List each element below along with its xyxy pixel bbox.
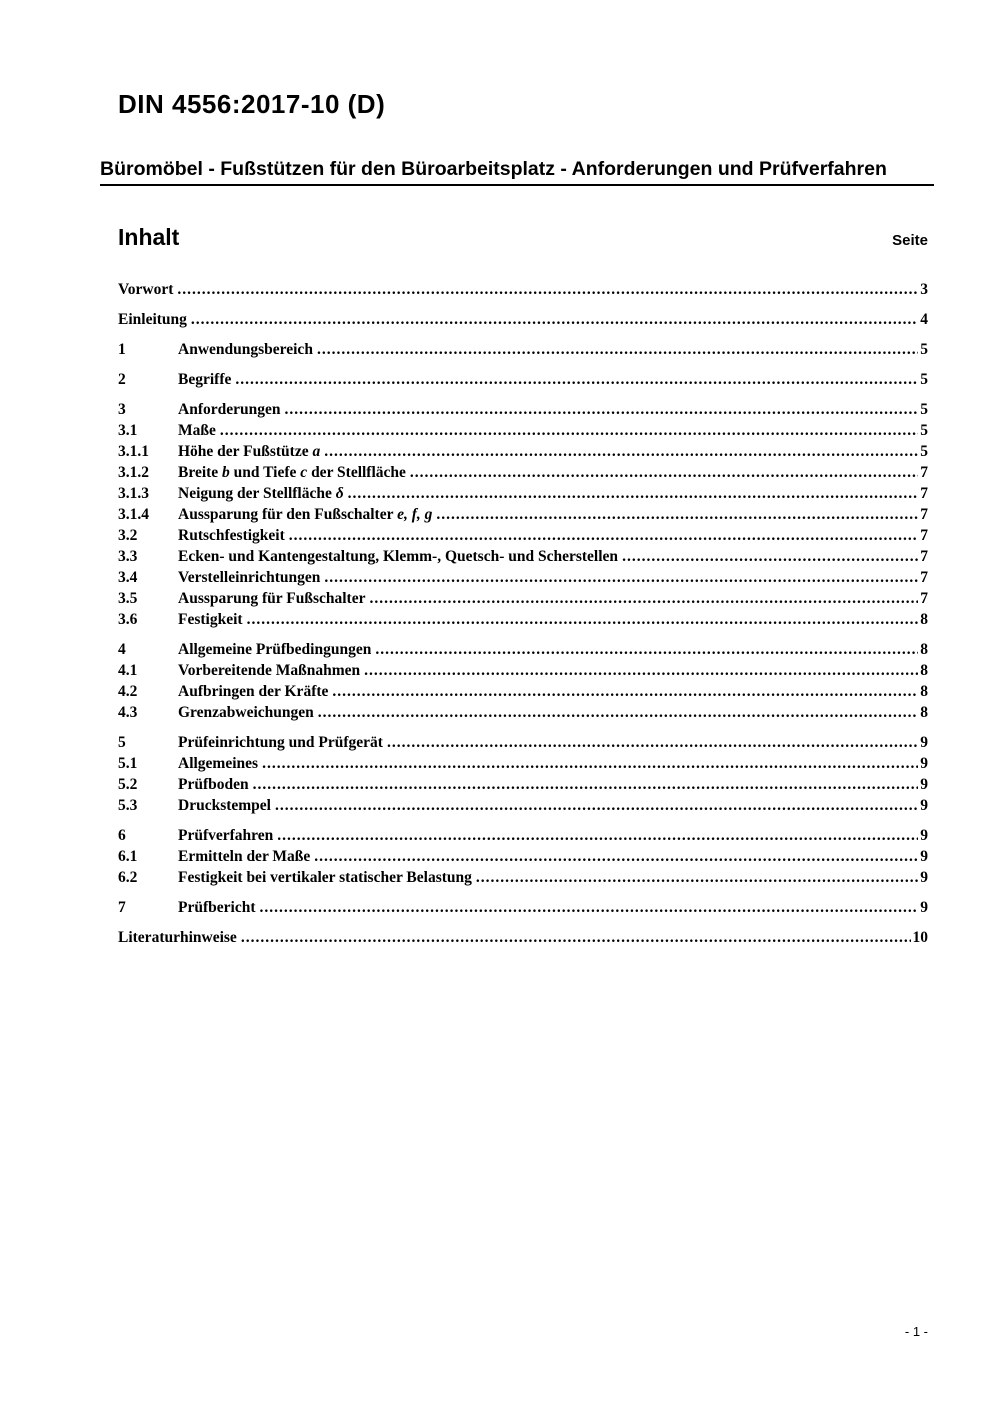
toc-entry-title: Festigkeit bei vertikaler statischer Belastung bbox=[178, 869, 472, 886]
toc-heading: Inhalt bbox=[118, 224, 180, 250]
toc-entry-title: Allgemeines bbox=[178, 755, 259, 772]
toc-page-column-label: Seite bbox=[892, 232, 928, 249]
toc-entry-title: Prüfbericht bbox=[178, 899, 256, 916]
toc-entry-title: Begriffe bbox=[178, 371, 232, 388]
toc-entry-title: Prüfboden bbox=[178, 776, 249, 793]
toc-leader-dots bbox=[177, 279, 918, 300]
toc-entry-title: Einleitung bbox=[118, 311, 187, 328]
toc-entry-number: 3.1.3 bbox=[118, 485, 149, 502]
page-number-footer: - 1 - bbox=[904, 1324, 928, 1339]
toc-entry-page: 8 bbox=[920, 662, 928, 679]
toc-entry-page: 8 bbox=[920, 704, 928, 721]
toc-entry-5.2 bbox=[118, 774, 928, 795]
toc-entry bbox=[118, 279, 928, 300]
toc-entry-number: 5.3 bbox=[118, 797, 138, 814]
toc-entry-title: Festigkeit bbox=[178, 611, 243, 628]
toc-entry-page: 8 bbox=[920, 611, 928, 628]
toc-entry-number: 3.4 bbox=[118, 569, 138, 586]
toc-entry-number: 5.1 bbox=[118, 755, 138, 772]
toc-entry-number: 6.2 bbox=[118, 869, 138, 886]
toc-entry-title: Prüfverfahren bbox=[178, 827, 274, 844]
toc-entry-number: 3.1.1 bbox=[118, 443, 149, 460]
toc-entry-3 bbox=[118, 399, 928, 420]
toc-entry-page: 5 bbox=[920, 341, 928, 358]
toc-entry-title: Maße bbox=[178, 422, 216, 439]
toc-entry-page: 9 bbox=[920, 869, 928, 886]
toc-leader-dots bbox=[317, 339, 918, 360]
toc-entry-number: 6.1 bbox=[118, 848, 138, 865]
toc-leader-dots bbox=[259, 897, 918, 918]
toc-entry-title: Druckstempel bbox=[178, 797, 271, 814]
toc-entry-page: 9 bbox=[920, 776, 928, 793]
toc-leader-dots bbox=[235, 369, 918, 390]
toc-leader-dots bbox=[289, 525, 918, 546]
toc-entry-number: 3 bbox=[118, 401, 126, 418]
toc-entry-number: 4.2 bbox=[118, 683, 138, 700]
toc-entry-number: 5.2 bbox=[118, 776, 138, 793]
toc-entry-title: Aussparung für den Fußschalter e, f, g bbox=[178, 506, 433, 523]
toc-leader-dots bbox=[332, 681, 918, 702]
toc-entry-6.1 bbox=[118, 846, 928, 867]
table-of-contents bbox=[118, 279, 928, 948]
toc-entry-page: 8 bbox=[920, 641, 928, 658]
toc-leader-dots bbox=[277, 825, 918, 846]
toc-entry-5.3 bbox=[118, 795, 928, 816]
document-code: DIN 4556:2017-10 (D) bbox=[118, 89, 386, 119]
toc-entry-4.3 bbox=[118, 702, 928, 723]
toc-entry-page: 9 bbox=[920, 899, 928, 916]
toc-leader-dots bbox=[364, 660, 918, 681]
toc-entry-4.2 bbox=[118, 681, 928, 702]
toc-leader-dots bbox=[284, 399, 918, 420]
toc-entry bbox=[118, 927, 928, 948]
toc-entry-page: 9 bbox=[920, 797, 928, 814]
toc-entry-number: 4.1 bbox=[118, 662, 138, 679]
toc-entry-title: Anforderungen bbox=[178, 401, 281, 418]
toc-entry-page: 7 bbox=[920, 485, 928, 502]
toc-leader-dots bbox=[476, 867, 918, 888]
toc-leader-dots bbox=[410, 462, 918, 483]
toc-entry-number: 2 bbox=[118, 371, 126, 388]
toc-entry-title: Grenzabweichungen bbox=[178, 704, 314, 721]
toc-entry-page: 9 bbox=[920, 827, 928, 844]
toc-entry-page: 3 bbox=[920, 281, 928, 298]
toc-leader-dots bbox=[622, 546, 918, 567]
toc-entry-title: Prüfeinrichtung und Prüfgerät bbox=[178, 734, 383, 751]
toc-leader-dots bbox=[191, 309, 918, 330]
toc-entry-number: 7 bbox=[118, 899, 126, 916]
toc-entry-3.6 bbox=[118, 609, 928, 630]
toc-entry-3.3 bbox=[118, 546, 928, 567]
toc-entry-title: Aussparung für Fußschalter bbox=[178, 590, 366, 607]
toc-entry-title: Ecken- und Kantengestaltung, Klemm-, Quetsch- und Scherstellen bbox=[178, 548, 619, 565]
toc-entry-3.1.3 bbox=[118, 483, 928, 504]
toc-leader-dots bbox=[314, 846, 918, 867]
toc-entry-title: Rutschfestigkeit bbox=[178, 527, 285, 544]
toc-entry-4 bbox=[118, 639, 928, 660]
toc-entry-page: 9 bbox=[920, 734, 928, 751]
toc-entry-number: 3.5 bbox=[118, 590, 138, 607]
toc-entry-number: 5 bbox=[118, 734, 126, 751]
toc-entry-page: 7 bbox=[920, 590, 928, 607]
toc-entry-page: 7 bbox=[920, 548, 928, 565]
toc-leader-dots bbox=[275, 795, 918, 816]
toc-entry-title: Neigung der Stellfläche δ bbox=[178, 485, 344, 502]
toc-entry-title: Vorwort bbox=[118, 281, 174, 298]
toc-entry-6 bbox=[118, 825, 928, 846]
toc-leader-dots bbox=[324, 441, 918, 462]
toc-entry-title: Allgemeine Prüfbedingungen bbox=[178, 641, 372, 658]
toc-entry-number: 3.1 bbox=[118, 422, 138, 439]
toc-entry-page: 7 bbox=[920, 506, 928, 523]
toc-entry-page: 5 bbox=[920, 422, 928, 439]
toc-entry-2 bbox=[118, 369, 928, 390]
toc-entry-title: Vorbereitende Maßnahmen bbox=[178, 662, 361, 679]
toc-leader-dots bbox=[247, 609, 919, 630]
toc-entry-3.1.2 bbox=[118, 462, 928, 483]
toc-leader-dots bbox=[348, 483, 919, 504]
toc-entry-title: Literaturhinweise bbox=[118, 929, 237, 946]
toc-entry-title: Höhe der Fußstütze a bbox=[178, 443, 321, 460]
toc-entry-number: 3.6 bbox=[118, 611, 138, 628]
toc-entry bbox=[118, 309, 928, 330]
toc-entry-3.1.1 bbox=[118, 441, 928, 462]
toc-entry-4.1 bbox=[118, 660, 928, 681]
toc-entry-title: Ermitteln der Maße bbox=[178, 848, 311, 865]
toc-entry-page: 7 bbox=[920, 569, 928, 586]
toc-leader-dots bbox=[253, 774, 919, 795]
toc-entry-number: 3.3 bbox=[118, 548, 138, 565]
toc-entry-7 bbox=[118, 897, 928, 918]
toc-entry-number: 3.1.4 bbox=[118, 506, 149, 523]
toc-entry-title: Aufbringen der Kräfte bbox=[178, 683, 329, 700]
toc-entry-3.1 bbox=[118, 420, 928, 441]
toc-entry-page: 5 bbox=[920, 401, 928, 418]
toc-entry-6.2 bbox=[118, 867, 928, 888]
toc-entry-page: 10 bbox=[912, 929, 928, 946]
toc-entry-page: 4 bbox=[920, 311, 928, 328]
toc-leader-dots bbox=[387, 732, 918, 753]
toc-entry-title: Breite b und Tiefe c der Stellfläche bbox=[178, 464, 406, 481]
toc-header bbox=[118, 224, 928, 250]
toc-leader-dots bbox=[220, 420, 918, 441]
toc-entry-5.1 bbox=[118, 753, 928, 774]
toc-entry-page: 9 bbox=[920, 755, 928, 772]
toc-entry-3.4 bbox=[118, 567, 928, 588]
toc-leader-dots bbox=[324, 567, 918, 588]
toc-entry-number: 6 bbox=[118, 827, 126, 844]
document-title: Büromöbel - Fußstützen für den Büroarbeitsplatz - Anforderungen und Prüfverfahren bbox=[100, 158, 934, 186]
toc-entry-page: 7 bbox=[920, 527, 928, 544]
toc-entry-title: Anwendungsbereich bbox=[178, 341, 313, 358]
toc-entry-number: 4.3 bbox=[118, 704, 138, 721]
toc-entry-5 bbox=[118, 732, 928, 753]
toc-entry-title: Verstelleinrichtungen bbox=[178, 569, 321, 586]
toc-entry-number: 4 bbox=[118, 641, 126, 658]
toc-leader-dots bbox=[318, 702, 918, 723]
toc-entry-number: 3.1.2 bbox=[118, 464, 149, 481]
toc-leader-dots bbox=[436, 504, 918, 525]
toc-entry-page: 7 bbox=[920, 464, 928, 481]
toc-leader-dots bbox=[375, 639, 918, 660]
toc-leader-dots bbox=[262, 753, 918, 774]
toc-entry-3.2 bbox=[118, 525, 928, 546]
toc-entry-3.1.4 bbox=[118, 504, 928, 525]
toc-entry-number: 1 bbox=[118, 341, 126, 358]
toc-entry-page: 9 bbox=[920, 848, 928, 865]
toc-entry-page: 8 bbox=[920, 683, 928, 700]
toc-leader-dots bbox=[369, 588, 918, 609]
toc-leader-dots bbox=[241, 927, 911, 948]
toc-entry-3.5 bbox=[118, 588, 928, 609]
toc-entry-page: 5 bbox=[920, 443, 928, 460]
toc-entry-number: 3.2 bbox=[118, 527, 138, 544]
toc-entry-1 bbox=[118, 339, 928, 360]
toc-entry-page: 5 bbox=[920, 371, 928, 388]
